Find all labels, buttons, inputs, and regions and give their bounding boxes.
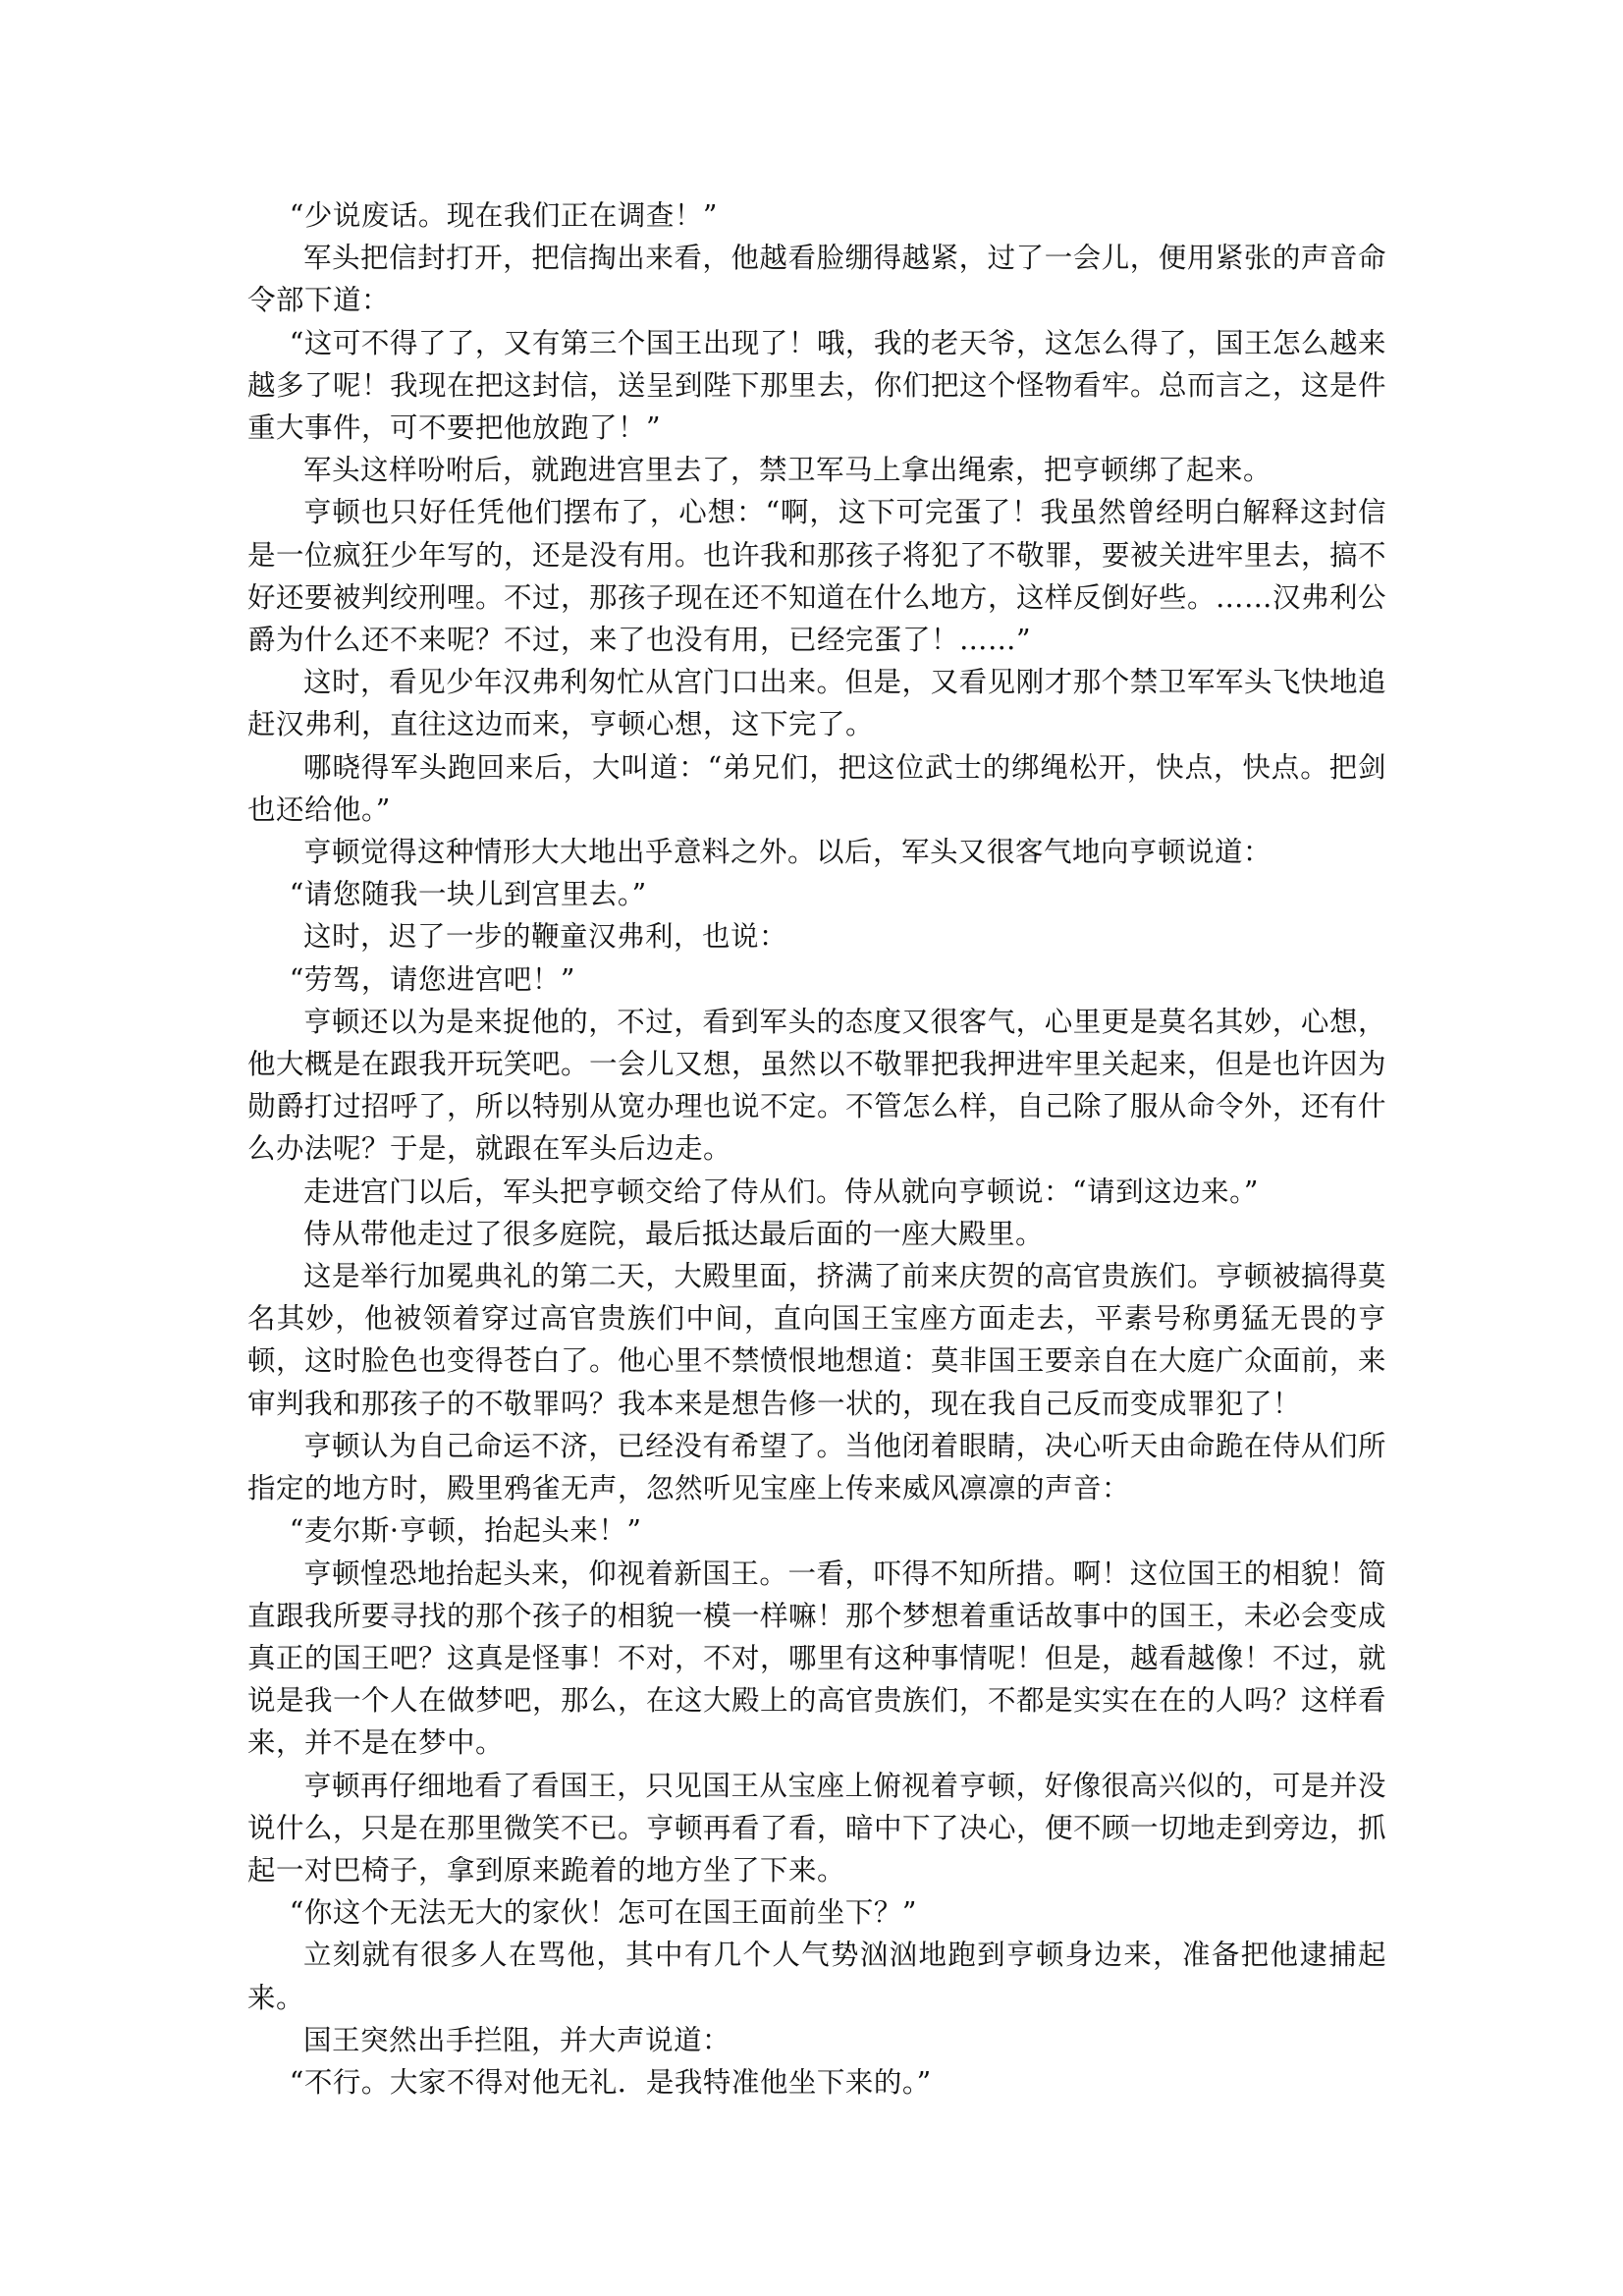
body-paragraph: 亨顿再仔细地看了看国王，只见国王从宝座上俯视着亨顿，好像很高兴似的，可是并没说什么，只是在那里微笑不已。亨顿再看了看，暗中下了决心，便不顾一切地走到旁边，抓起一对巴椅子，拿到原来跪着的地方坐了下来。	[247, 1769, 1387, 1886]
dialogue-paragraph: “麦尔斯·亨顿，抬起头来！”	[289, 1514, 642, 1548]
body-paragraph: 这是举行加冕典礼的第二天，大殿里面，挤满了前来庆贺的高官贵族们。亨顿被搞得莫名其妙，他被领着穿过高官贵族们中间，直向国王宝座方面走去，平素号称勇猛无畏的亨顿，这时脸色也变得苍白了。他心里不禁愤恨地想道：莫非国王要亲自在大庭广众面前，来审判我和那孩子的不敬罪吗？我本来是想告修一状的，现在我自己反而变成罪犯了！	[247, 1260, 1387, 1420]
dialogue-paragraph: “劳驾，请您进宫吧！”	[289, 962, 575, 996]
body-paragraph: 亨顿也只好任凭他们摆布了，心想：“啊，这下可完蛋了！我虽然曾经明白解释这封信是一位疯狂少年写的，还是没有用。也许我和那孩子将犯了不敬罪，要被关进牢里去，搞不好还要被判绞刑哩。不过，那孩子现在还不知道在什么地方，这样反倒好些。……汉弗利公爵为什么还不来呢？不过，来了也没有用，已经完蛋了！……”	[247, 496, 1387, 657]
body-paragraph: 国王突然出手拦阻，并大声说道：	[303, 2023, 731, 2056]
body-paragraph: 走进宫门以后，军头把亨顿交给了侍从们。侍从就向亨顿说：“请到这边来。”	[303, 1175, 1259, 1208]
dialogue-paragraph: “这可不得了了，又有第三个国王出现了！哦，我的老天爷，这怎么得了，国王怎么越来越多了呢！我现在把这封信，送呈到陛下那里去，你们把这个怪物看牢。总而言之，这是件重大事件，可不要把他放跑了！”	[247, 326, 1387, 445]
body-paragraph: 这时，看见少年汉弗利匆忙从宫门口出来。但是，又看见刚才那个禁卫军军头飞快地追赶汉弗利，直往这边而来，亨顿心想，这下完了。	[247, 666, 1386, 741]
body-paragraph: 军头把信封打开，把信掏出来看，他越看脸绷得越紧，过了一会儿，便用紧张的声音命令部下道：	[247, 242, 1386, 317]
body-paragraph: 这时，迟了一步的鞭童汉弗利，也说：	[303, 920, 788, 954]
body-paragraph: 哪晓得军头跑回来后，大叫道：“弟兄们，把这位武士的绑绳松开，快点，快点。把剑也还给他。”	[247, 750, 1386, 826]
body-paragraph: 亨顿认为自己命运不济，已经没有希望了。当他闭着眼睛，决心听天由命跪在侍从们所指定的地方时，殿里鸦雀无声，忽然听见宝座上传来威风凛凛的声音：	[247, 1429, 1386, 1505]
dialogue-paragraph: “不行。大家不得对他无礼．是我特准他坐下来的。”	[289, 2065, 932, 2099]
document-page	[247, 194, 1386, 2104]
dialogue-paragraph: “你这个无法无大的家伙！怎可在国王面前坐下？”	[289, 1896, 917, 1930]
body-paragraph: 亨顿觉得这种情形大大地出乎意料之外。以后，军头又很客气地向亨顿说道：	[303, 836, 1272, 869]
body-paragraph: 亨顿还以为是来捉他的，不过，看到军头的态度又很客气，心里更是莫名其妙，心想，他大概是在跟我开玩笑吧。一会儿又想，虽然以不敬罪把我押进牢里关起来，但是也许因为勋爵打过招呼了，所以特别从宽办理也说不定。不管怎么样，自己除了服从命令外，还有什么办法呢？于是，就跟在军头后边走。	[247, 1005, 1387, 1166]
body-paragraph: 侍从带他走过了很多庭院，最后抵达最后面的一座大殿里。	[303, 1217, 1045, 1250]
body-paragraph: 亨顿惶恐地抬起头来，仰视着新国王。一看，吓得不知所措。啊！这位国王的相貌！简直跟我所要寻找的那个孩子的相貌一模一样嘛！那个梦想着重话故事中的国王，未必会变成真正的国王吧？这真是怪事！不对，不对，哪里有这种事情呢！但是，越看越像！不过，就说是我一个人在做梦吧，那么，在这大殿上的高官贵族们，不都是实实在在的人吗？这样看来，并不是在梦中。	[247, 1557, 1387, 1760]
body-paragraph: 军头这样吩咐后，就跑进宫里去了，禁卫军马上拿出绳索，把亨顿绑了起来。	[303, 454, 1272, 487]
dialogue-paragraph: “请您随我一块儿到宫里去。”	[289, 878, 647, 911]
dialogue-paragraph: “少说废话。现在我们正在调查！”	[289, 199, 718, 232]
body-paragraph: 立刻就有很多人在骂他，其中有几个人气势汹汹地跑到亨顿身边来，准备把他逮捕起来。	[247, 1939, 1386, 2014]
